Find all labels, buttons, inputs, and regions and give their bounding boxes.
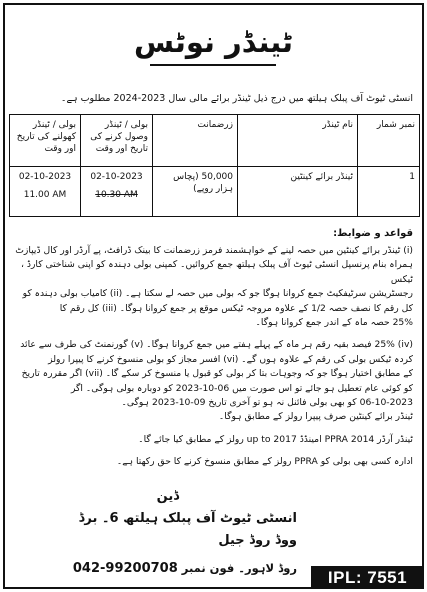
notice-intro: انسٹی ٹیوٹ آف پبلک ہیلتھ میں درج ذیل ٹینڈر برائے مالی سال 2023-2024 مطلوب ہے۔ <box>60 93 413 104</box>
signature-block <box>60 486 297 552</box>
phone-number: 042-99200708 <box>72 561 178 576</box>
notice-title: ٹینڈر نوٹس <box>133 25 294 59</box>
cell-name: ٹینڈر برائے کینٹین <box>238 167 358 217</box>
term-item: کے مطابق اختیار ہوگا جو کہ وجوہات بتا کر بولی کو قبول یا منسوخ کر سکے گا۔ (vii) اگر مقررہ تاریخ کو کوئی عام تعطیل ہو جائے تو اس صورت میں 06-10-2023 کو دوبارہ بولی ہوگی۔ اگر <box>21 368 413 394</box>
table-header-row <box>10 115 420 167</box>
terms-list <box>12 244 413 470</box>
header-submission: بولی / ٹینڈر وصول کرنے کی تاریخ اور وقت <box>81 115 153 167</box>
term-item: 25% حصہ ماہ کے اندر جمع کروانا ہوگا۔ <box>255 317 413 329</box>
term-item: ٹینڈر برائے کینٹین صرف پیپرا رولز کے مطابق ہوگا۔ <box>218 411 413 423</box>
cell-security: 50,000 (پچاس ہزار روپے) <box>153 167 238 217</box>
header-name: نام ٹینڈر <box>238 115 358 167</box>
term-item: ٹینڈر آرڈر PPRA 2014 امینڈڈ 2017 up to رولز کے مطابق کیا جائے گا۔ <box>138 433 413 445</box>
term-item: رجسٹریشن سرٹیفکیٹ جمع کروانا ہوگا جو کہ بولی میں حصہ لے سکتا ہے۔ (ii) کامیاب بولی دہندہ کو کل رقم کا نصف حصہ 1/2 کے علاوہ مروجہ ٹیکس موقع پر جمع کروانا ہوگا۔ (iii) کل رقم کا <box>22 288 413 314</box>
tender-table <box>9 114 420 217</box>
signature-title: ڈین <box>156 489 179 504</box>
term-item: (iv) 25% فیصد بقیہ رقم ہر ماہ کے پہلے ہفتے میں جمع کروانا ہوگا۔ (v) گورنمنٹ کی طرف سے عائد کردہ ٹیکس بولی کی رقم کے علاوہ ہوں گے۔ (vi) افسر مجاز کو بولی منسوخ کرنے کا پیپرا رولز <box>20 339 413 365</box>
contact-prefix: روڈ لاہور۔ فون نمبر <box>181 561 297 575</box>
cell-submission <box>81 167 153 217</box>
header-security: زرضمانت <box>153 115 238 167</box>
submission-date: 02-10-2023 <box>90 172 143 182</box>
opening-date: 02-10-2023 <box>18 172 72 182</box>
title-underline <box>150 64 276 66</box>
term-item: 06-10-2023 کو بھی بولی فائنل نہ ہو تو آخری تاریخ 09-10-2023 ہوگی۔ <box>121 397 413 409</box>
submission-time: 10.30 AM <box>95 190 138 200</box>
header-opening: بولی / ٹینڈر کھولنے کی تاریخ اور وقت <box>10 115 81 167</box>
opening-time: 11.00 AM <box>23 190 67 200</box>
contact-line <box>73 561 297 576</box>
terms-heading: قواعد و ضوابط: <box>333 228 413 239</box>
ipl-badge: IPL: 7551 <box>311 566 424 589</box>
cell-opening <box>10 167 81 217</box>
cell-number: 1 <box>358 167 420 217</box>
signature-org: انسٹی ٹیوٹ آف پبلک ہیلتھ 6۔ برڈ ووڈ روڈ جیل <box>78 511 297 548</box>
term-item: ادارہ کسی بھی بولی کو PPRA رولز کے مطابق منسوخ کرنے کا حق رکھتا ہے۔ <box>116 456 413 468</box>
table-row <box>10 167 420 217</box>
term-item: (i) ٹینڈر برائے کینٹین میں حصہ لینے کے خواہشمند فرمز زرضمانت کا بینک ڈرافٹ، پے آرڈر اور کال ڈیپازٹ ہمراہ بنام پرنسپل انسٹی ٹیوٹ آف پبلک ہیلتھ جمع کروائیں۔ کمپنی بولی دہندہ کو اپنی شناختی کارڈ ، ٹیکس <box>15 245 413 285</box>
header-number: نمبر شمار <box>358 115 420 167</box>
